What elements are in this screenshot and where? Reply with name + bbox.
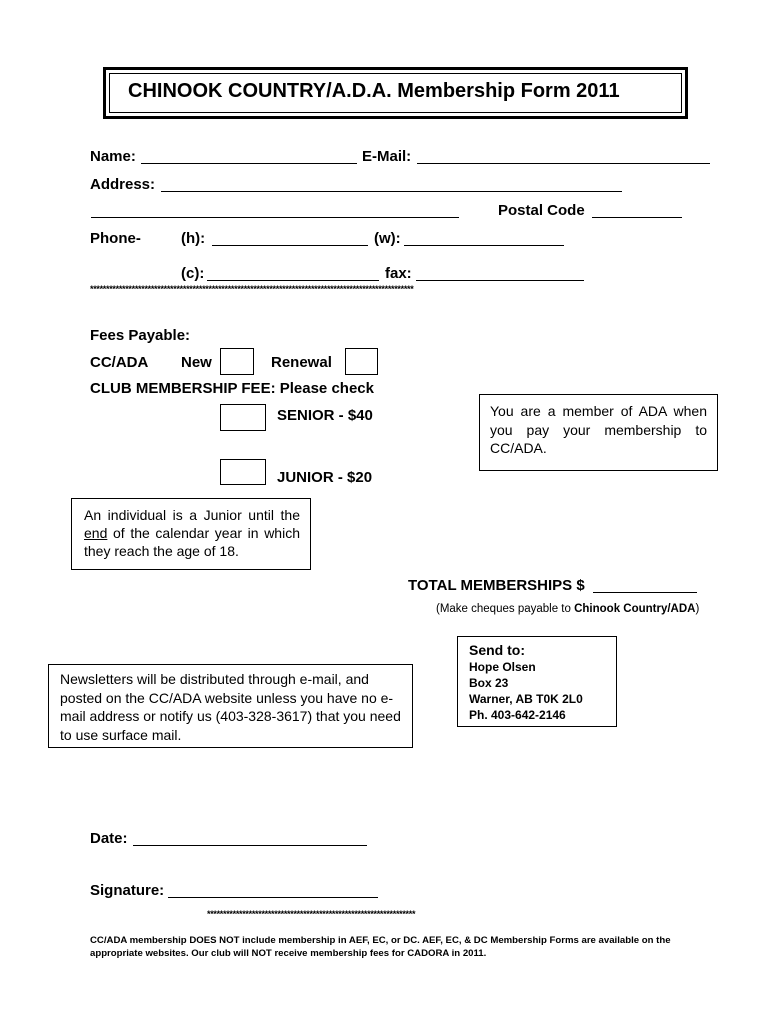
- footer-note: CC/ADA membership DOES NOT include membership in AEF, EC, or DC. AEF, EC, & DC Membership Forms are available on the appropriate websites. Our club will NOT receive membership fees for CADORA in 2011.: [90, 935, 671, 959]
- newsletter-note-text: Newsletters will be distributed through e-mail, and posted on the CC/ADA website unless you have no e-mail address or notify us (403-328-3617) that you need to use surface mail.: [60, 671, 401, 743]
- renewal-checkbox[interactable]: [345, 348, 378, 375]
- phone-work-field[interactable]: [404, 245, 564, 246]
- cheque-payee: Chinook Country/ADA: [574, 603, 696, 615]
- junior-label: JUNIOR - $20: [277, 469, 373, 486]
- newsletter-note-box: [48, 664, 413, 748]
- signature-field[interactable]: [168, 897, 378, 898]
- date-field[interactable]: [133, 845, 367, 846]
- fax-label: fax:: [385, 265, 412, 282]
- send-to-heading: Send to:: [469, 642, 525, 658]
- name-field[interactable]: [141, 163, 357, 164]
- separator-bottom: *****************************************************************: [207, 909, 416, 919]
- address-label: Address:: [90, 176, 156, 193]
- cheque-prefix: (Make cheques payable to: [436, 603, 575, 615]
- member-note-box: [479, 394, 718, 471]
- total-field[interactable]: [593, 592, 697, 593]
- phone-cell-field[interactable]: [207, 280, 379, 281]
- signature-label: Signature:: [90, 882, 165, 899]
- address-field[interactable]: [161, 191, 622, 192]
- title-box: [103, 67, 688, 119]
- club-fee-label: CLUB MEMBERSHIP FEE: Please check: [90, 380, 374, 397]
- send-to-city: Warner, AB T0K 2L0: [469, 692, 583, 706]
- ccada-label: CC/ADA: [90, 354, 149, 371]
- name-label: Name:: [90, 148, 136, 165]
- phone-cell-label: (c):: [181, 265, 205, 282]
- cheque-suffix: ): [695, 603, 700, 615]
- postal-code-field[interactable]: [592, 217, 682, 218]
- form-title: CHINOOK COUNTRY/A.D.A. Membership Form 2011: [128, 80, 620, 102]
- email-label: E-Mail:: [362, 148, 412, 165]
- junior-note-box: [71, 498, 311, 570]
- junior-note-after: of the calendar year in which they reach the age of 18.: [84, 525, 300, 559]
- email-field[interactable]: [417, 163, 710, 164]
- phone-label: Phone-: [90, 230, 141, 247]
- phone-home-field[interactable]: [212, 245, 368, 246]
- junior-checkbox[interactable]: [220, 459, 266, 485]
- phone-work-label: (w):: [374, 230, 401, 247]
- junior-note-before: An individual is a Junior until the: [84, 507, 300, 523]
- send-to-box-number: Box 23: [469, 676, 509, 690]
- fax-field[interactable]: [416, 280, 584, 281]
- cheque-note: [436, 603, 699, 615]
- senior-label: SENIOR - $40: [277, 407, 373, 424]
- send-to-phone: Ph. 403-642-2146: [469, 708, 566, 722]
- junior-note-text: [84, 506, 300, 560]
- fees-heading: Fees Payable:: [90, 327, 191, 344]
- new-checkbox[interactable]: [220, 348, 254, 375]
- renewal-label: Renewal: [271, 354, 332, 371]
- postal-code-label: Postal Code: [498, 202, 585, 219]
- member-note-text: You are a member of ADA when you pay your membership to CC/ADA.: [490, 403, 707, 456]
- new-label: New: [181, 354, 212, 371]
- send-to-name: Hope Olsen: [469, 660, 536, 674]
- send-to-box: [457, 636, 617, 727]
- senior-checkbox[interactable]: [220, 404, 266, 431]
- junior-note-underlined: end: [84, 525, 108, 541]
- address-line-2-field[interactable]: [91, 217, 459, 218]
- phone-home-label: (h):: [181, 230, 206, 247]
- total-label: TOTAL MEMBERSHIPS $: [408, 577, 585, 594]
- separator-top: *****************************************************************************************************: [90, 284, 414, 294]
- date-label: Date:: [90, 830, 128, 847]
